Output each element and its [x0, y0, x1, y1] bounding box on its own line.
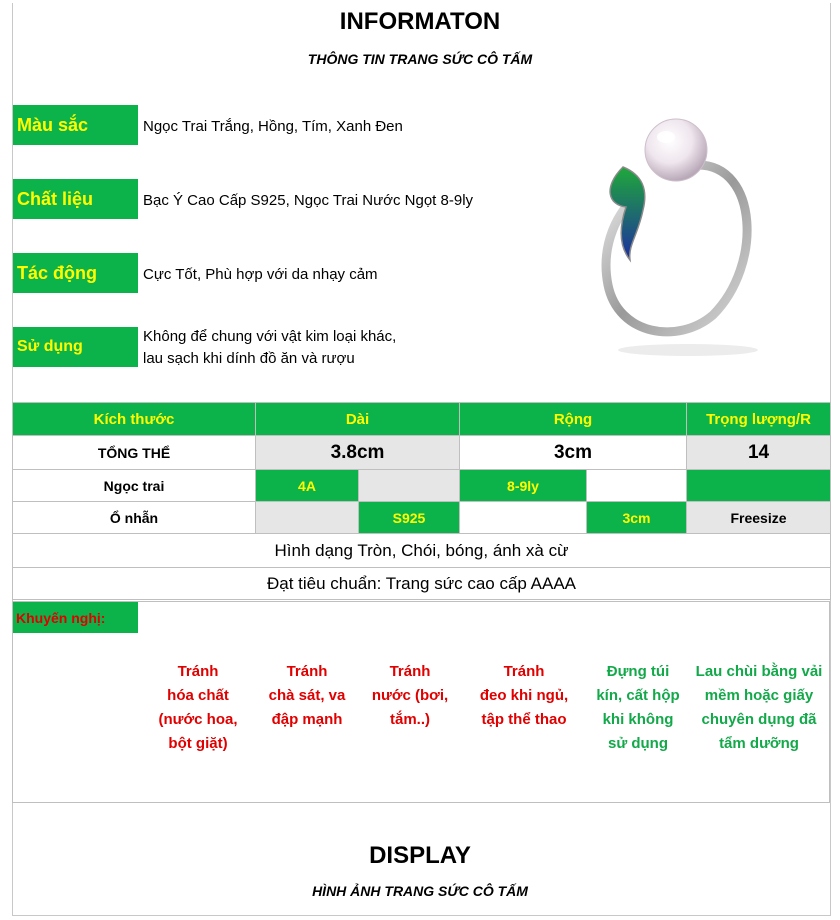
tip-line: kín, cất hộp [596, 687, 680, 704]
tip-line: nước (bơi, [371, 687, 449, 704]
tip-storage [586, 660, 690, 756]
value-usage-line2: lau sạch khi dính đồ ăn và rượu [143, 350, 355, 367]
tip-friction [254, 660, 360, 732]
mermaid-tail-pearl-ring-icon [548, 95, 818, 365]
row-standard [13, 568, 831, 600]
tip-cleaning [688, 660, 830, 756]
header-size: Kích thước [13, 403, 256, 436]
overall-label: TỔNG THỂ [13, 436, 256, 470]
pearl-empty-2 [587, 470, 687, 502]
label-color: Màu sắc [13, 105, 138, 145]
spec-table [12, 402, 831, 600]
label-usage: Sử dụng [13, 327, 138, 367]
value-effect: Cực Tốt, Phù hợp với da nhạy cảm [143, 266, 378, 283]
spec-header-row [13, 403, 831, 436]
label-material: Chất liệu [13, 179, 138, 219]
tip-line: (nước hoa, [158, 711, 238, 728]
tip-line: khi không [602, 711, 674, 728]
value-material: Bạc Ý Cao Cấp S925, Ngọc Trai Nước Ngọt 8-9ly [143, 192, 474, 209]
pearl-empty-1 [359, 470, 460, 502]
tip-water [360, 660, 460, 732]
row-ring [13, 502, 831, 534]
tip-line: tắm..) [389, 711, 430, 728]
ring-width: 3cm [587, 502, 687, 534]
tip-line: đeo khi ngủ, [479, 687, 569, 704]
ring-label: Ổ nhẫn [13, 502, 256, 534]
tip-chemicals [142, 660, 254, 756]
value-usage-line1: Không để chung với vật kim loại khác, [143, 328, 397, 345]
pearl-weight [687, 470, 831, 502]
tip-line: Tránh [177, 663, 219, 680]
tip-line: mềm hoặc giấy [704, 687, 814, 704]
pearl-label: Ngọc trai [13, 470, 256, 502]
tip-line: hóa chất [167, 687, 229, 704]
row-pearl [13, 470, 831, 502]
value-color: Ngọc Trai Trắng, Hồng, Tím, Xanh Đen [143, 118, 403, 135]
overall-weight: 14 [687, 436, 831, 470]
overall-width: 3cm [460, 436, 687, 470]
tip-line: sử dụng [607, 735, 669, 752]
tip-line: Đựng túi [606, 663, 670, 680]
tip-line: Tránh [389, 663, 431, 680]
tip-line: Lau chùi bằng vải [695, 663, 823, 680]
value-usage [143, 326, 396, 370]
display-title: DISPLAY [369, 842, 471, 869]
pearl-width: 8-9ly [460, 470, 587, 502]
overall-length: 3.8cm [256, 436, 460, 470]
header-length: Dài [256, 403, 460, 436]
ring-empty-2 [460, 502, 587, 534]
recommend-label: Khuyến nghị: [13, 602, 138, 633]
shape-text: Hình dạng Tròn, Chói, bóng, ánh xà cừ [13, 534, 831, 568]
header-width: Rộng [460, 403, 687, 436]
row-overall [13, 436, 831, 470]
display-subtitle: HÌNH ẢNH TRANG SỨC CÔ TẤM [312, 883, 528, 899]
pearl-length: 4A [256, 470, 359, 502]
header-weight: Trọng lượng/R [687, 403, 831, 436]
info-title: INFORMATON [339, 8, 501, 35]
info-subtitle: THÔNG TIN TRANG SỨC CÔ TẤM [307, 51, 533, 67]
ring-empty-1 [256, 502, 359, 534]
tip-line: chà sát, va [268, 687, 346, 704]
tip-line: Tránh [286, 663, 328, 680]
tip-line: Tránh [503, 663, 545, 680]
tip-sleep-sport [464, 660, 584, 732]
ring-weight: Freesize [687, 502, 831, 534]
tip-line: tập thể thao [481, 711, 567, 728]
row-shape [13, 534, 831, 568]
tip-line: đập mạnh [271, 711, 343, 728]
tip-line: tẩm dưỡng [719, 735, 799, 752]
tip-line: chuyên dụng đã [701, 711, 817, 728]
label-effect: Tác động [13, 253, 138, 293]
standard-text: Đạt tiêu chuẩn: Trang sức cao cấp AAAA [13, 568, 831, 600]
ring-length: S925 [359, 502, 460, 534]
tip-line: bột giặt) [168, 735, 228, 752]
